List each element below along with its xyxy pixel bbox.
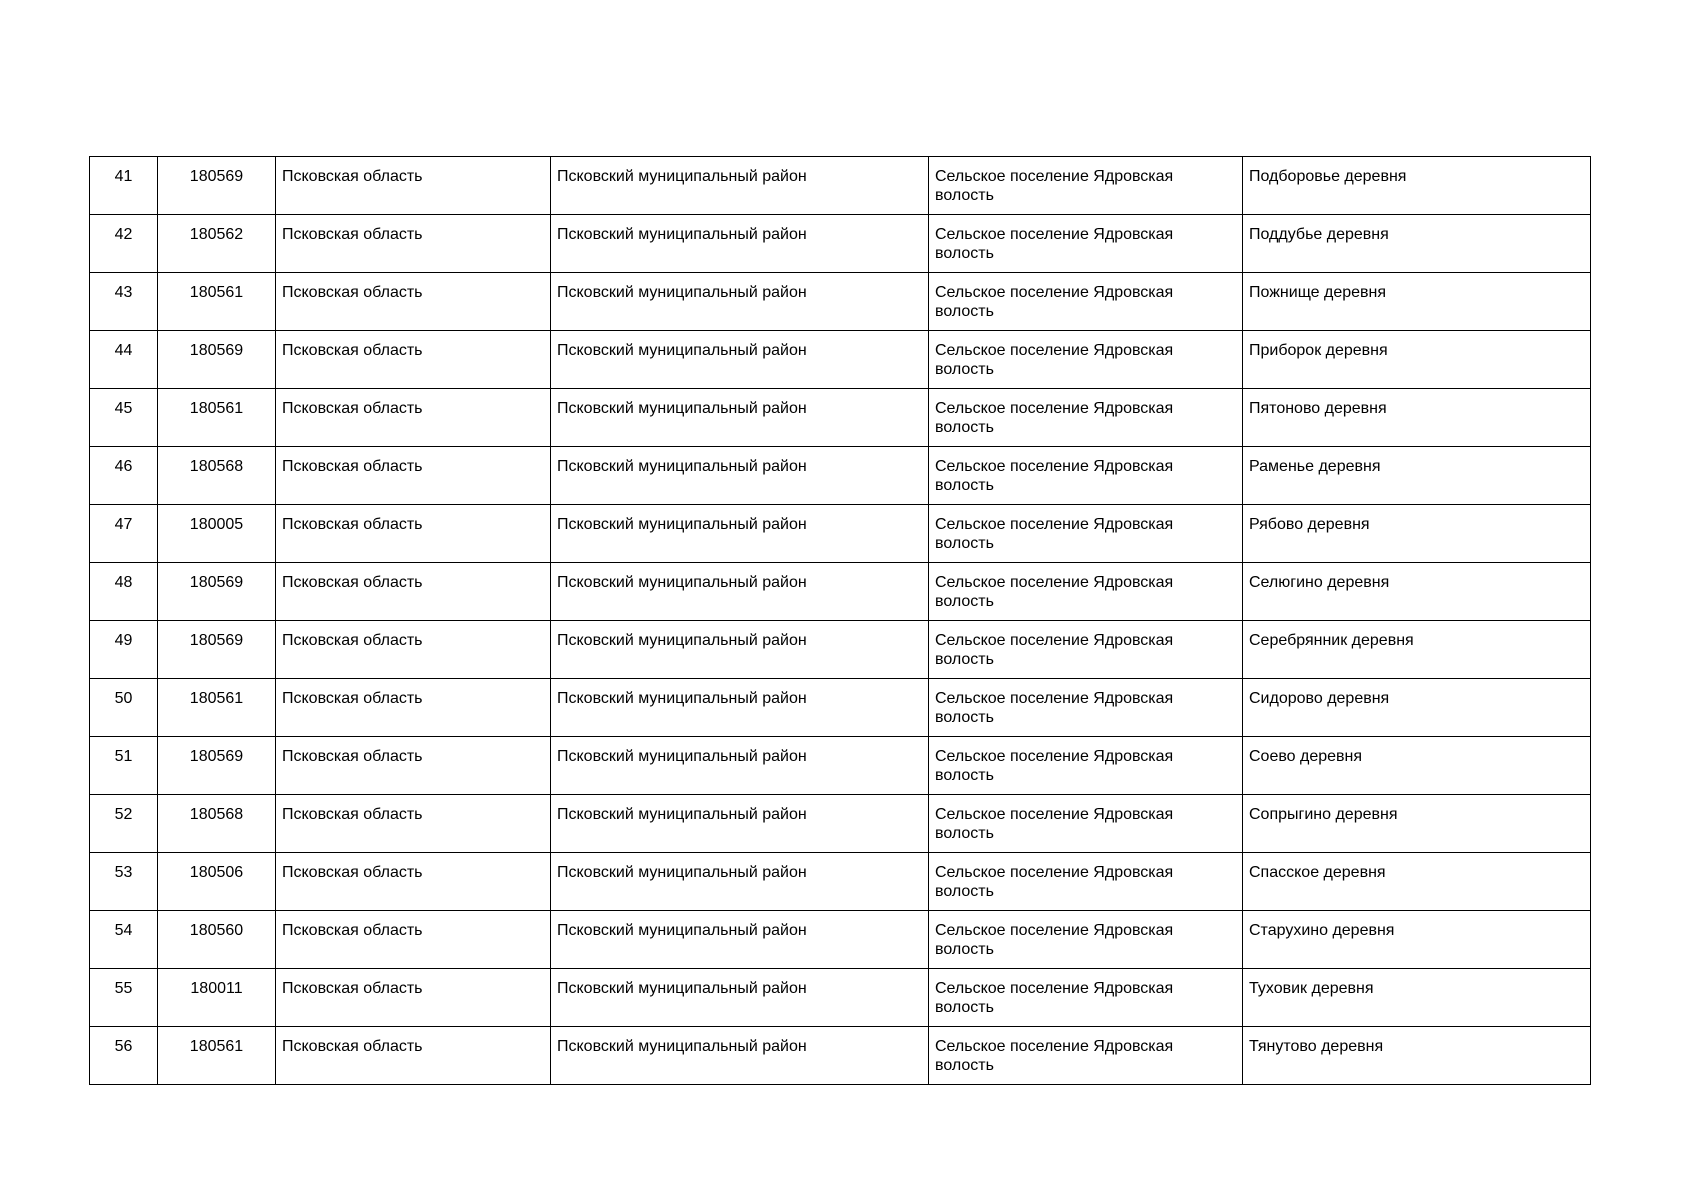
locality-cell: Пожнище деревня — [1243, 273, 1591, 331]
district-cell: Псковский муниципальный район — [551, 621, 929, 679]
settlement-cell: Сельское поселение Ядровская волость — [929, 795, 1243, 853]
region-cell: Псковская область — [276, 1027, 551, 1085]
locality-cell: Подборовье деревня — [1243, 157, 1591, 215]
settlement-cell: Сельское поселение Ядровская волость — [929, 331, 1243, 389]
locality-cell: Спасское деревня — [1243, 853, 1591, 911]
settlement-cell: Сельское поселение Ядровская волость — [929, 505, 1243, 563]
postal-code-cell: 180562 — [158, 215, 276, 273]
table-row — [90, 679, 1591, 737]
row-number-cell: 56 — [90, 1027, 158, 1085]
postal-code-cell: 180005 — [158, 505, 276, 563]
postal-code-cell: 180569 — [158, 157, 276, 215]
region-cell: Псковская область — [276, 795, 551, 853]
table-body — [90, 157, 1591, 1085]
locality-cell: Раменье деревня — [1243, 447, 1591, 505]
locality-cell: Серебрянник деревня — [1243, 621, 1591, 679]
settlement-cell: Сельское поселение Ядровская волость — [929, 969, 1243, 1027]
postal-code-cell: 180568 — [158, 447, 276, 505]
locality-cell: Рябово деревня — [1243, 505, 1591, 563]
region-cell: Псковская область — [276, 737, 551, 795]
locality-cell: Тянутово деревня — [1243, 1027, 1591, 1085]
locality-cell: Туховик деревня — [1243, 969, 1591, 1027]
region-cell: Псковская область — [276, 621, 551, 679]
table-row — [90, 505, 1591, 563]
district-cell: Псковский муниципальный район — [551, 331, 929, 389]
settlement-cell: Сельское поселение Ядровская волость — [929, 389, 1243, 447]
locality-cell: Поддубье деревня — [1243, 215, 1591, 273]
locality-cell: Соево деревня — [1243, 737, 1591, 795]
table-row — [90, 853, 1591, 911]
postal-code-cell: 180569 — [158, 737, 276, 795]
row-number-cell: 51 — [90, 737, 158, 795]
table-row — [90, 911, 1591, 969]
region-cell: Псковская область — [276, 911, 551, 969]
row-number-cell: 49 — [90, 621, 158, 679]
settlement-cell: Сельское поселение Ядровская волость — [929, 215, 1243, 273]
row-number-cell: 55 — [90, 969, 158, 1027]
row-number-cell: 44 — [90, 331, 158, 389]
district-cell: Псковский муниципальный район — [551, 969, 929, 1027]
district-cell: Псковский муниципальный район — [551, 505, 929, 563]
locality-cell: Селюгино деревня — [1243, 563, 1591, 621]
row-number-cell: 46 — [90, 447, 158, 505]
table-row — [90, 215, 1591, 273]
row-number-cell: 53 — [90, 853, 158, 911]
locality-cell: Сидорово деревня — [1243, 679, 1591, 737]
region-cell: Псковская область — [276, 969, 551, 1027]
district-cell: Псковский муниципальный район — [551, 679, 929, 737]
locality-cell: Пятоново деревня — [1243, 389, 1591, 447]
district-cell: Псковский муниципальный район — [551, 911, 929, 969]
row-number-cell: 43 — [90, 273, 158, 331]
region-cell: Псковская область — [276, 157, 551, 215]
district-cell: Псковский муниципальный район — [551, 447, 929, 505]
district-cell: Псковский муниципальный район — [551, 737, 929, 795]
table-row — [90, 563, 1591, 621]
postal-code-cell: 180561 — [158, 679, 276, 737]
table-row — [90, 795, 1591, 853]
region-cell: Псковская область — [276, 331, 551, 389]
locality-cell: Сопрыгино деревня — [1243, 795, 1591, 853]
district-cell: Псковский муниципальный район — [551, 273, 929, 331]
row-number-cell: 54 — [90, 911, 158, 969]
settlement-cell: Сельское поселение Ядровская волость — [929, 853, 1243, 911]
district-cell: Псковский муниципальный район — [551, 157, 929, 215]
district-cell: Псковский муниципальный район — [551, 389, 929, 447]
region-cell: Псковская область — [276, 563, 551, 621]
locality-cell: Старухино деревня — [1243, 911, 1591, 969]
row-number-cell: 50 — [90, 679, 158, 737]
table-row — [90, 157, 1591, 215]
settlement-cell: Сельское поселение Ядровская волость — [929, 157, 1243, 215]
postal-code-cell: 180506 — [158, 853, 276, 911]
region-cell: Псковская область — [276, 389, 551, 447]
table-row — [90, 969, 1591, 1027]
region-cell: Псковская область — [276, 273, 551, 331]
postal-code-cell: 180561 — [158, 273, 276, 331]
table-row — [90, 621, 1591, 679]
table-row — [90, 331, 1591, 389]
postal-code-cell: 180011 — [158, 969, 276, 1027]
region-cell: Псковская область — [276, 447, 551, 505]
table-row — [90, 389, 1591, 447]
row-number-cell: 42 — [90, 215, 158, 273]
table-row — [90, 1027, 1591, 1085]
row-number-cell: 41 — [90, 157, 158, 215]
settlement-cell: Сельское поселение Ядровская волость — [929, 621, 1243, 679]
postal-code-cell: 180561 — [158, 389, 276, 447]
table-row — [90, 447, 1591, 505]
postal-code-cell: 180560 — [158, 911, 276, 969]
settlement-cell: Сельское поселение Ядровская волость — [929, 737, 1243, 795]
district-cell: Псковский муниципальный район — [551, 563, 929, 621]
postal-code-cell: 180569 — [158, 621, 276, 679]
settlement-cell: Сельское поселение Ядровская волость — [929, 1027, 1243, 1085]
settlement-cell: Сельское поселение Ядровская волость — [929, 563, 1243, 621]
region-cell: Псковская область — [276, 679, 551, 737]
region-cell: Псковская область — [276, 215, 551, 273]
district-cell: Псковский муниципальный район — [551, 215, 929, 273]
settlement-cell: Сельское поселение Ядровская волость — [929, 447, 1243, 505]
locality-cell: Приборок деревня — [1243, 331, 1591, 389]
settlement-cell: Сельское поселение Ядровская волость — [929, 273, 1243, 331]
row-number-cell: 47 — [90, 505, 158, 563]
region-cell: Псковская область — [276, 853, 551, 911]
postal-code-cell: 180569 — [158, 331, 276, 389]
district-cell: Псковский муниципальный район — [551, 795, 929, 853]
settlement-cell: Сельское поселение Ядровская волость — [929, 911, 1243, 969]
settlement-cell: Сельское поселение Ядровская волость — [929, 679, 1243, 737]
postal-code-cell: 180561 — [158, 1027, 276, 1085]
row-number-cell: 45 — [90, 389, 158, 447]
table-row — [90, 737, 1591, 795]
postal-code-cell: 180568 — [158, 795, 276, 853]
postal-code-cell: 180569 — [158, 563, 276, 621]
region-cell: Псковская область — [276, 505, 551, 563]
row-number-cell: 52 — [90, 795, 158, 853]
row-number-cell: 48 — [90, 563, 158, 621]
locality-table — [89, 156, 1591, 1085]
district-cell: Псковский муниципальный район — [551, 853, 929, 911]
table-row — [90, 273, 1591, 331]
district-cell: Псковский муниципальный район — [551, 1027, 929, 1085]
